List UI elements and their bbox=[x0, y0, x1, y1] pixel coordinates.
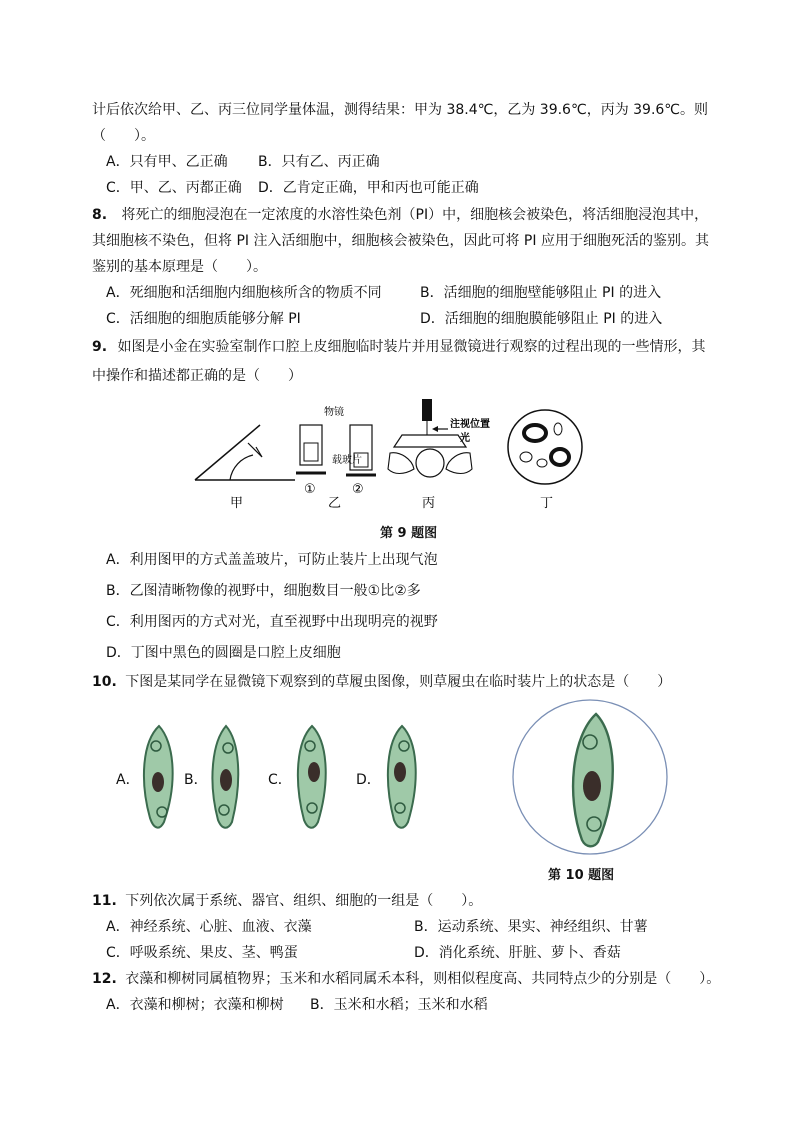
paramecium-a bbox=[134, 722, 184, 832]
q9-text: 如图是小金在实验室制作口腔上皮细胞临时装片并用显微镜进行观察的过程出现的一些情形，其 bbox=[117, 339, 706, 355]
q8-number: 8. bbox=[92, 207, 108, 223]
q12-line1 bbox=[92, 969, 720, 989]
q11-text: 下列依次属于系统、器官、组织、细胞的一组是（ ）。 bbox=[125, 893, 483, 909]
q10-microscope-view bbox=[510, 696, 670, 858]
fig9-label-bing: 丙 bbox=[422, 496, 436, 511]
q8-line3: 鉴别的基本原理是（ ）。 bbox=[92, 259, 267, 275]
fig9-label-light: 光 bbox=[460, 433, 470, 444]
fig9-label-objective: 物镜 bbox=[324, 407, 344, 418]
q9-option-c: C．利用图丙的方式对光，直至视野中出现明亮的视野 bbox=[106, 614, 438, 630]
q11-option-d: D．消化系统、肝脏、萝卜、香菇 bbox=[414, 945, 621, 961]
fig9-label-slide: 载玻片 bbox=[332, 455, 362, 466]
q10-line1 bbox=[92, 672, 671, 692]
q12-option-b: B．玉米和水稻；玉米和水稻 bbox=[310, 997, 488, 1013]
q9-number: 9. bbox=[92, 339, 108, 355]
paramecium-b bbox=[204, 722, 248, 832]
q7-line2: （ ）。 bbox=[92, 128, 155, 144]
q12-text: 衣藻和柳树同属植物界；玉米和水稻同属禾本科，则相似程度高、共同特点少的分别是（ ）。 bbox=[125, 971, 721, 987]
fig9-ding-drawing bbox=[508, 410, 582, 484]
q8-option-c: C．活细胞的细胞质能够分解 PI bbox=[106, 311, 301, 327]
fig9-label-watch: 注视位置 bbox=[450, 419, 490, 430]
q10-label-b: B． bbox=[184, 772, 208, 788]
q7-option-d: D．乙肯定正确，甲和丙也可能正确 bbox=[258, 180, 479, 196]
fig10-caption: 第 10 题图 bbox=[548, 868, 615, 883]
fig9-caption: 第 9 题图 bbox=[380, 526, 438, 541]
q9-line1 bbox=[92, 337, 706, 357]
paramecium-d bbox=[378, 722, 426, 832]
q11-option-b: B．运动系统、果实、神经组织、甘薯 bbox=[414, 919, 648, 935]
q9-option-a: A．利用图甲的方式盖盖玻片，可防止装片上出现气泡 bbox=[106, 552, 438, 568]
q10-label-c: C． bbox=[268, 772, 292, 788]
fig9-label-circle1: ① bbox=[304, 482, 316, 497]
q12-number: 12. bbox=[92, 971, 117, 987]
figure-9 bbox=[190, 395, 600, 515]
q8-line1 bbox=[92, 205, 708, 225]
q7-line1: 计后依次给甲、乙、丙三位同学量体温，测得结果：甲为 38.4℃，乙为 39.6℃，丙为 39.6℃。则 bbox=[92, 102, 709, 118]
q11-number: 11. bbox=[92, 893, 117, 909]
q11-line1 bbox=[92, 891, 482, 911]
q11-option-c: C．呼吸系统、果皮、茎、鸭蛋 bbox=[106, 945, 298, 961]
q10-label-d: D． bbox=[356, 772, 381, 788]
paramecium-c bbox=[288, 722, 336, 832]
q12-option-a: A．衣藻和柳树；衣藻和柳树 bbox=[106, 997, 284, 1013]
q7-option-b: B．只有乙、丙正确 bbox=[258, 154, 380, 170]
fig9-label-jia: 甲 bbox=[230, 496, 244, 511]
q10-text: 下图是某同学在显微镜下观察到的草履虫图像，则草履虫在临时装片上的状态是（ ） bbox=[125, 674, 672, 690]
fig9-yi-drawing bbox=[296, 425, 376, 475]
q10-number: 10. bbox=[92, 674, 117, 690]
q8-option-b: B．活细胞的细胞壁能够阻止 PI 的进入 bbox=[420, 285, 662, 301]
q7-option-c: C．甲、乙、丙都正确 bbox=[106, 180, 242, 196]
q10-label-a: A． bbox=[116, 772, 140, 788]
q9-line2: 中操作和描述都正确的是（ ） bbox=[92, 368, 302, 384]
fig9-label-yi: 乙 bbox=[328, 496, 342, 511]
q9-option-d: D．丁图中黑色的圆圈是口腔上皮细胞 bbox=[106, 645, 341, 661]
q8-text: 将死亡的细胞浸泡在一定浓度的水溶性染色剂（PI）中，细胞核会被染色，将活细胞浸泡其中， bbox=[121, 207, 709, 223]
q8-line2: 其细胞核不染色，但将 PI 注入活细胞中，细胞核会被染色，因此可将 PI 应用于细胞死活的鉴别。其 bbox=[92, 233, 709, 249]
fig9-jia-drawing bbox=[195, 425, 295, 480]
q11-option-a: A．神经系统、心脏、血液、衣藻 bbox=[106, 919, 312, 935]
q7-option-a: A．只有甲、乙正确 bbox=[106, 154, 228, 170]
q8-option-a: A．死细胞和活细胞内细胞核所含的物质不同 bbox=[106, 285, 382, 301]
q9-option-b: B．乙图清晰物像的视野中，细胞数目一般①比②多 bbox=[106, 583, 421, 599]
q8-option-d: D．活细胞的细胞膜能够阻止 PI 的进入 bbox=[420, 311, 663, 327]
fig9-label-ding: 丁 bbox=[540, 496, 554, 511]
fig9-label-circle2: ② bbox=[352, 482, 364, 497]
